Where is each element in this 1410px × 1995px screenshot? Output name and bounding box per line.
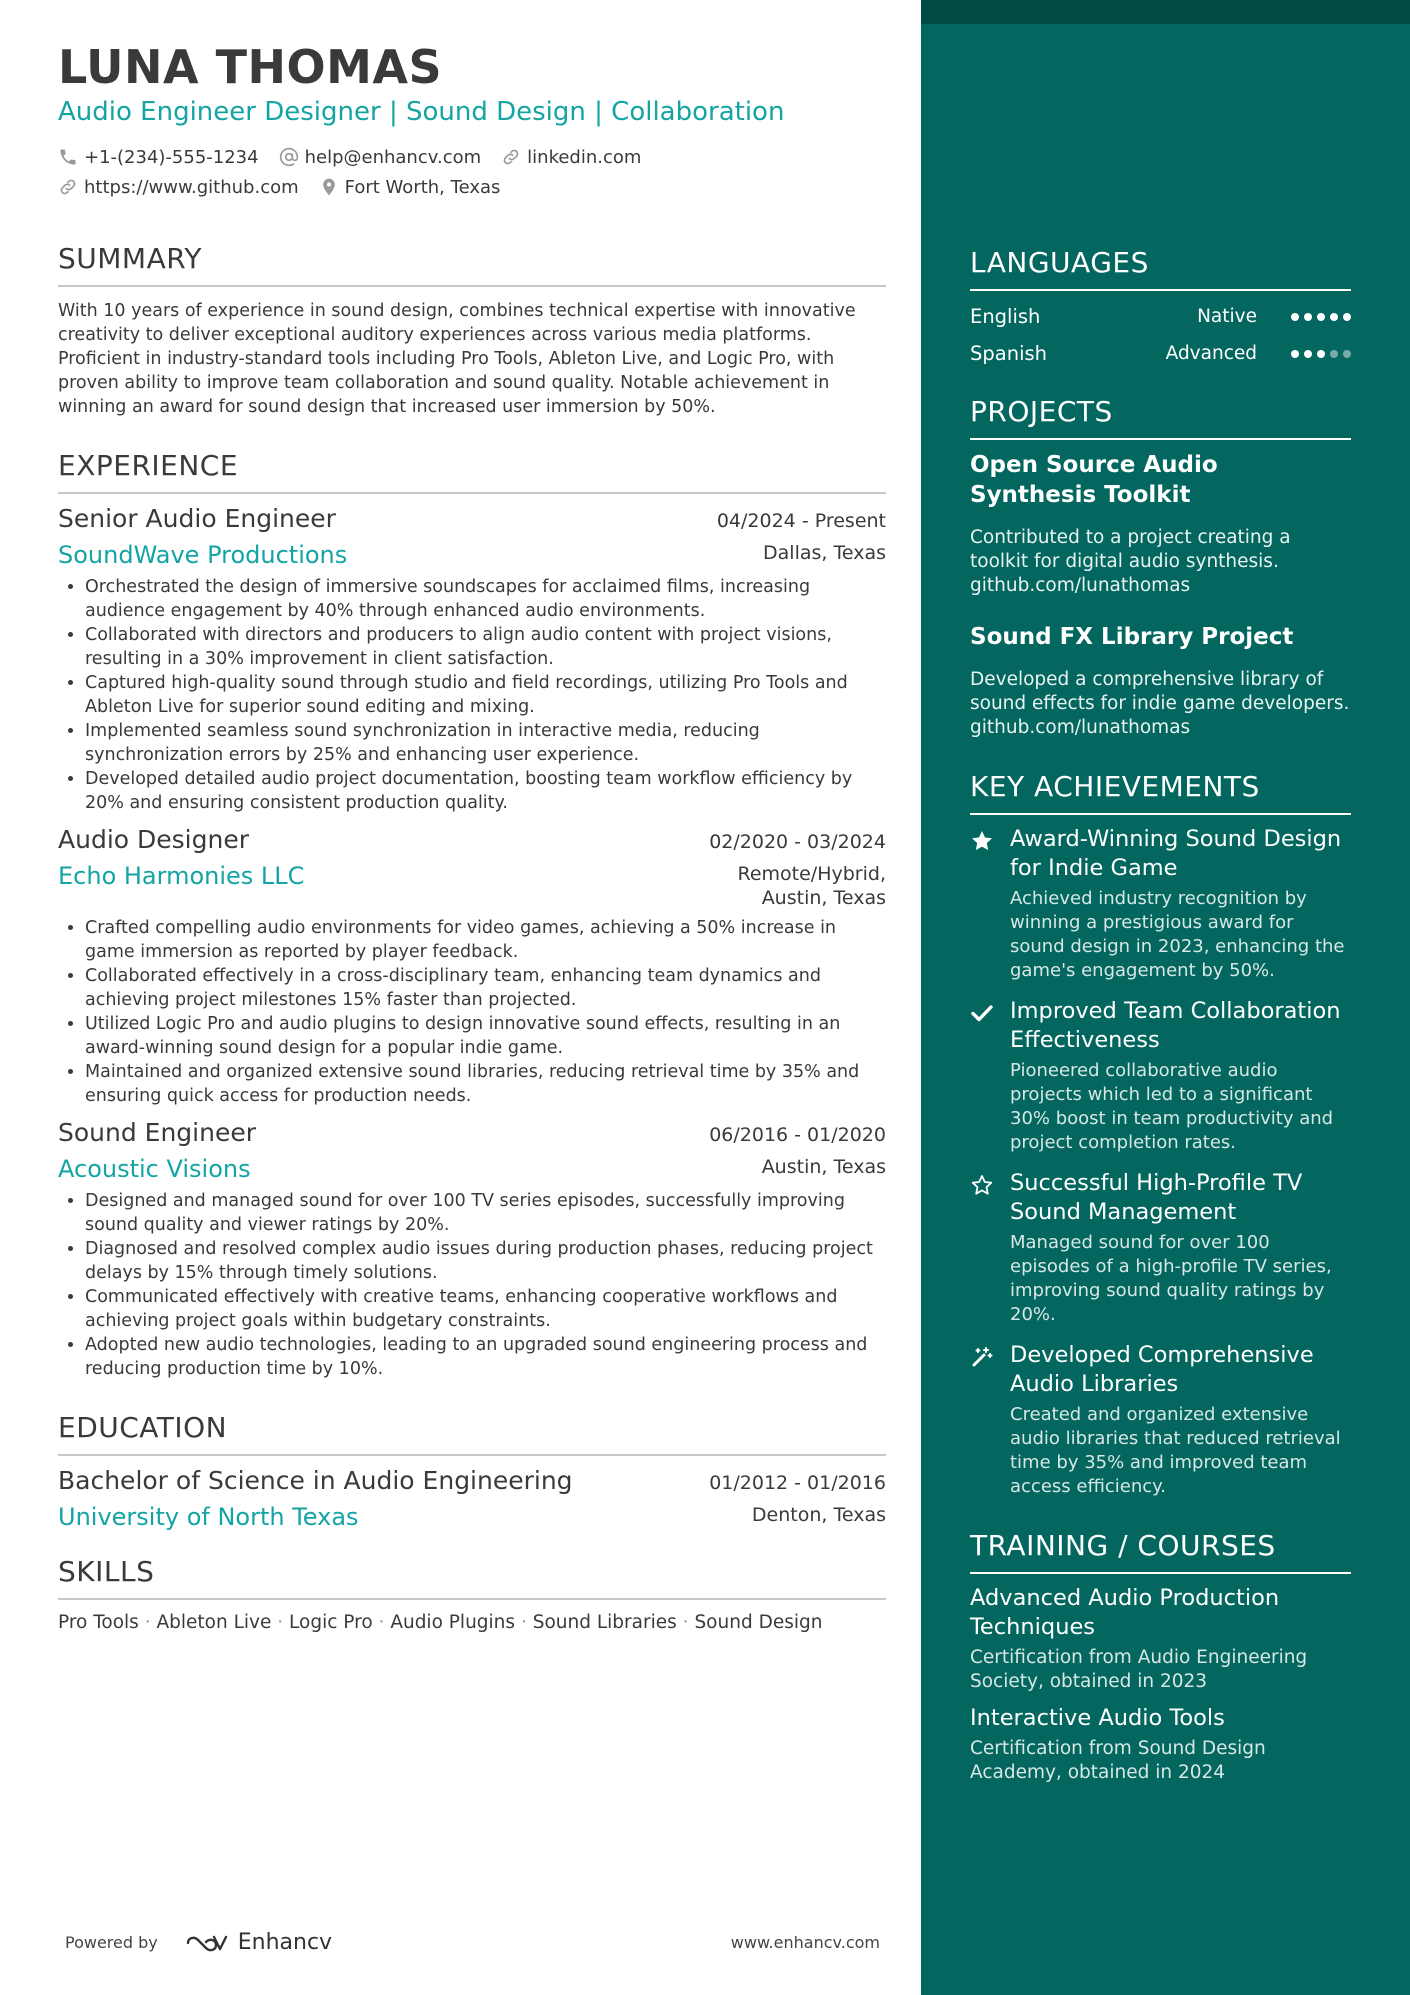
training-heading: TRAINING / COURSES — [970, 1529, 1351, 1574]
job-entry — [58, 504, 886, 815]
contact-linkedin[interactable] — [501, 147, 641, 168]
sidebar-top-band — [921, 0, 1410, 24]
project-link[interactable]: github.com/lunathomas — [970, 717, 1191, 738]
skill-item: Pro Tools — [58, 1611, 139, 1633]
bullet-item: • Diagnosed and resolved complex audio issues during production phases, reducing project delays by 15% through timely solutions. — [85, 1237, 886, 1285]
project-link[interactable]: github.com/lunathomas — [970, 575, 1191, 596]
skills-section — [58, 1555, 886, 1633]
bullet-item: • Adopted new audio technologies, leading to an upgraded sound engineering process and reducing production time by 10%. — [85, 1333, 886, 1381]
phone-text: +1-(234)-555-1234 — [84, 146, 259, 168]
skill-separator: · — [682, 1611, 689, 1633]
achievement-title: Improved Team Collaboration Effectiveness — [1010, 998, 1341, 1053]
achievement-description: Achieved industry recognition by winning a prestigious award for sound design in 2023, enhancing the game's engagement by 50%. — [1010, 888, 1345, 981]
language-name: English — [970, 305, 1041, 328]
skill-separator: · — [144, 1611, 151, 1633]
main-column — [58, 42, 886, 1633]
skill-separator: · — [277, 1611, 284, 1633]
link-icon — [58, 177, 78, 197]
skill-item: Sound Design — [694, 1611, 823, 1633]
achievement-item — [970, 997, 1351, 1155]
contact-phone — [58, 147, 259, 168]
rating-dot — [1304, 313, 1312, 321]
company-name: Acoustic Visions — [58, 1154, 251, 1183]
contact-github[interactable] — [58, 177, 299, 198]
candidate-role: Audio Engineer Designer | Sound Design | Collaboration — [58, 96, 785, 127]
education-dates: 01/2012 - 01/2016 — [709, 1471, 886, 1494]
phone-icon — [58, 147, 78, 167]
bullet-item: • Collaborated effectively in a cross-disciplinary team, enhancing team dynamics and achieving project milestones 15% faster than projected. — [85, 964, 886, 1012]
training-section — [970, 1529, 1351, 1785]
skills-heading: SKILLS — [58, 1555, 886, 1600]
rating-dot — [1304, 350, 1312, 358]
course-title: Advanced Audio Production Techniques — [970, 1585, 1280, 1640]
school-name: University of North Texas — [58, 1502, 359, 1531]
link-icon — [501, 147, 521, 167]
languages-heading: LANGUAGES — [970, 246, 1351, 291]
achievement-description: Created and organized extensive audio libraries that reduced retrieval time by 35% and improved team access efficiency. — [1010, 1404, 1341, 1497]
job-location-line: Austin, Texas — [761, 886, 886, 909]
degree-title: Bachelor of Science in Audio Engineering — [58, 1465, 573, 1495]
project-entry — [970, 622, 1351, 740]
job-location-line: Remote/Hybrid, — [737, 862, 886, 885]
project-desc-text: Contributed to a project creating a toolkit for digital audio synthesis. — [970, 527, 1291, 572]
rating-dot — [1317, 313, 1325, 321]
job-bullets — [58, 916, 886, 1108]
rating-dot — [1343, 313, 1351, 321]
location-text: Fort Worth, Texas — [344, 176, 501, 198]
email-text: help@enhancv.com — [304, 146, 482, 168]
bullet-item: • Orchestrated the design of immersive soundscapes for acclaimed films, increasing audience engagement by 40% through enhanced audio environments. — [85, 575, 886, 623]
course-description: Certification from Audio Engineering Society, obtained in 2023 — [970, 1647, 1308, 1692]
projects-heading: PROJECTS — [970, 395, 1351, 440]
location-pin-icon — [319, 177, 339, 197]
course-description: Certification from Sound Design Academy, obtained in 2024 — [970, 1738, 1266, 1783]
language-row — [970, 305, 1351, 328]
star-filled-icon — [970, 829, 994, 853]
job-dates: 06/2016 - 01/2020 — [709, 1123, 886, 1146]
bullet-item: • Designed and managed sound for over 100 TV series episodes, successfully improving sound quality and viewer ratings by 20%. — [85, 1189, 886, 1237]
job-bullets — [58, 575, 886, 815]
contact-info — [58, 147, 886, 198]
languages-section — [970, 246, 1351, 365]
job-title: Senior Audio Engineer — [58, 503, 336, 533]
skill-item: Logic Pro — [289, 1611, 373, 1633]
project-entry — [970, 450, 1351, 598]
summary-section — [58, 242, 886, 419]
rating-dot — [1317, 350, 1325, 358]
project-description — [970, 526, 1351, 598]
language-row — [970, 342, 1351, 365]
linkedin-text: linkedin.com — [527, 146, 642, 168]
language-level: Advanced — [1165, 343, 1257, 364]
language-level: Native — [1197, 306, 1257, 327]
check-icon — [970, 1001, 994, 1025]
project-description — [970, 668, 1351, 740]
footer-url[interactable]: www.enhancv.com — [730, 1933, 880, 1952]
course-title: Interactive Audio Tools — [970, 1705, 1225, 1731]
achievement-title: Award-Winning Sound Design for Indie Game — [1010, 826, 1342, 881]
summary-heading: SUMMARY — [58, 242, 886, 287]
enhancv-brand-text: Enhancv — [237, 1930, 333, 1955]
achievement-title: Developed Comprehensive Audio Libraries — [1010, 1342, 1314, 1397]
enhancv-logo-icon — [184, 1931, 230, 1955]
project-title: Sound FX Library Project — [970, 624, 1294, 650]
project-desc-text: Developed a comprehensive library of sound effects for indie game developers. — [970, 669, 1350, 714]
job-dates: 02/2020 - 03/2024 — [709, 830, 886, 853]
rating-dot — [1330, 350, 1338, 358]
language-rating — [1291, 313, 1351, 321]
company-name: Echo Harmonies LLC — [58, 861, 305, 890]
rating-dot — [1330, 313, 1338, 321]
job-bullets — [58, 1189, 886, 1381]
skill-separator: · — [378, 1611, 385, 1633]
skill-item: Ableton Live — [156, 1611, 272, 1633]
at-icon — [279, 147, 299, 167]
job-location — [738, 862, 887, 910]
projects-section — [970, 395, 1351, 740]
powered-by-label: Powered by — [65, 1933, 158, 1952]
project-title: Open Source Audio Synthesis Toolkit — [970, 452, 1218, 508]
language-name: Spanish — [970, 342, 1048, 365]
course-entry — [970, 1584, 1351, 1694]
education-heading: EDUCATION — [58, 1411, 886, 1456]
bullet-item: • Captured high-quality sound through studio and field recordings, utilizing Pro Tools and Ableton Live for superior sound editing and mixing. — [85, 671, 886, 719]
company-name: SoundWave Productions — [58, 540, 348, 569]
achievement-item — [970, 1169, 1351, 1327]
job-dates: 04/2024 - Present — [716, 509, 886, 532]
achievements-heading: KEY ACHIEVEMENTS — [970, 770, 1351, 815]
education-section — [58, 1411, 886, 1531]
rating-dot — [1291, 350, 1299, 358]
job-location: Austin, Texas — [761, 1155, 886, 1178]
job-title: Audio Designer — [58, 824, 249, 854]
experience-section — [58, 449, 886, 1381]
rating-dot — [1343, 350, 1351, 358]
experience-heading: EXPERIENCE — [58, 449, 886, 494]
job-entry — [58, 825, 886, 1108]
enhancv-logo[interactable] — [184, 1930, 332, 1955]
bullet-item: • Developed detailed audio project documentation, boosting team workflow efficiency by 20% and ensuring consistent production quality. — [85, 767, 886, 815]
achievement-item — [970, 825, 1351, 983]
achievement-item — [970, 1341, 1351, 1499]
bullet-item: • Utilized Logic Pro and audio plugins to design innovative sound effects, resulting in an award-winning sound design for a popular indie game. — [85, 1012, 886, 1060]
rating-dot — [1291, 313, 1299, 321]
language-rating — [1291, 350, 1351, 358]
bullet-item: • Maintained and organized extensive sound libraries, reducing retrieval time by 35% and ensuring quick access for production needs. — [85, 1060, 886, 1108]
bullet-item: • Collaborated with directors and producers to align audio content with project visions, resulting in a 30% improvement in client satisfaction. — [85, 623, 886, 671]
bullet-item: • Implemented seamless sound synchronization in interactive media, reducing synchronization errors by 25% and enhancing user experience. — [85, 719, 886, 767]
candidate-name: LUNA THOMAS — [58, 40, 443, 94]
achievement-description: Pioneered collaborative audio projects which led to a significant 30% boost in team productivity and project completion rates. — [1010, 1060, 1334, 1153]
school-location: Denton, Texas — [751, 1503, 886, 1526]
magic-wand-icon — [970, 1345, 994, 1369]
job-location: Dallas, Texas — [763, 541, 886, 564]
achievements-section — [970, 770, 1351, 1499]
star-outline-icon — [970, 1173, 994, 1197]
achievement-title: Successful High-Profile TV Sound Management — [1010, 1170, 1303, 1225]
summary-text: With 10 years of experience in sound design, combines technical expertise with innovative creativity to deliver exceptional auditory experiences across various media platforms. Proficient in industry-standard tools including Pro Tools, Ableton Live, and Logic Pro, with proven ability to improve team collaboration and sound quality. Notable achievement in winning an award for sound design that increased user immersion by 50%. — [58, 300, 856, 417]
skill-separator: · — [520, 1611, 527, 1633]
job-title: Sound Engineer — [58, 1117, 257, 1147]
skill-item: Sound Libraries — [532, 1611, 677, 1633]
bullet-item: • Crafted compelling audio environments for video games, achieving a 50% increase in game immersion as reported by player feedback. — [85, 916, 886, 964]
skill-item: Audio Plugins — [390, 1611, 516, 1633]
skills-list — [58, 1612, 886, 1633]
contact-location — [319, 177, 501, 198]
contact-email[interactable] — [279, 147, 482, 168]
course-entry — [970, 1704, 1351, 1785]
footer — [65, 1930, 880, 1955]
bullet-item: • Communicated effectively with creative teams, enhancing cooperative workflows and achieving project goals within budgetary constraints. — [85, 1285, 886, 1333]
sidebar-column — [970, 246, 1351, 1819]
job-entry — [58, 1118, 886, 1381]
github-text: https://www.github.com — [84, 176, 299, 198]
achievement-description: Managed sound for over 100 episodes of a high-profile TV series, improving sound quality ratings by 20%. — [1010, 1232, 1332, 1325]
